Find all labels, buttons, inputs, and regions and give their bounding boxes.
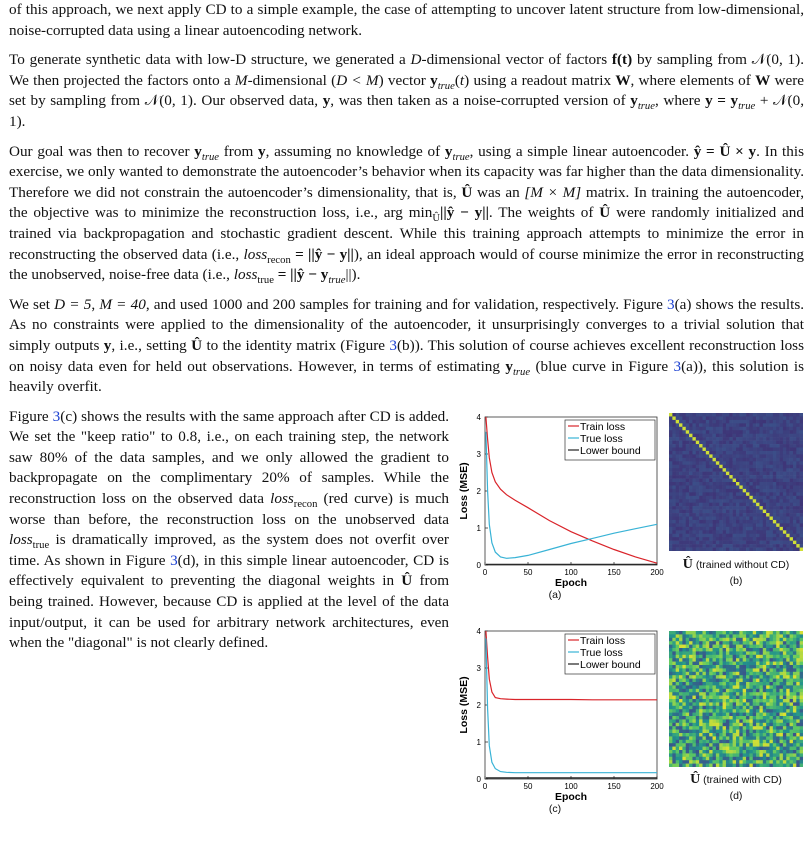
figure-d-caption: Û (trained with CD): [690, 771, 782, 787]
x-tick-label: 0: [482, 781, 488, 791]
lower-section: [9, 407, 804, 827]
x-axis-label: Epoch: [554, 790, 588, 803]
figure-ref-link[interactable]: 3: [52, 407, 61, 425]
legend-entry: Train loss: [580, 634, 626, 647]
x-tick-label: 100: [564, 567, 578, 577]
y-tick-label: 1: [476, 737, 481, 747]
figure-panel: [449, 407, 804, 827]
loss-plot-c: [455, 625, 665, 825]
y-tick-label: 2: [476, 486, 481, 496]
y-tick-label: 4: [476, 412, 481, 422]
figure-c-label: (c): [548, 802, 562, 815]
x-tick-label: 200: [650, 567, 664, 577]
legend-entry: True loss: [580, 646, 623, 659]
y-tick-label: 2: [476, 700, 481, 710]
figure-a-label: (a): [548, 588, 562, 601]
x-tick-label: 50: [523, 567, 533, 577]
y-tick-label: 1: [476, 523, 481, 533]
y-tick-label: 3: [476, 663, 481, 673]
x-tick-label: 100: [564, 781, 578, 791]
paper-page: [9, 0, 804, 827]
x-tick-label: 50: [523, 781, 533, 791]
legend-entry: Lower bound: [580, 444, 641, 457]
figure-ref-link[interactable]: 3: [667, 295, 675, 313]
x-tick-label: 200: [650, 781, 664, 791]
y-tick-label: 4: [476, 626, 481, 636]
figure-ref-link[interactable]: 3: [389, 336, 397, 354]
loss-plot-a: [455, 411, 665, 611]
y-tick-label: 0: [476, 560, 481, 570]
legend-entry: Lower bound: [580, 658, 641, 671]
x-tick-label: 150: [607, 781, 621, 791]
x-axis-label: Epoch: [554, 576, 588, 589]
weight-heatmap-without-cd: [669, 413, 803, 551]
left-column: [9, 407, 449, 827]
legend-entry: Train loss: [580, 420, 626, 433]
y-tick-label: 3: [476, 449, 481, 459]
x-tick-label: 150: [607, 567, 621, 577]
figure-b-caption: Û (trained without CD): [682, 556, 790, 572]
figure-d-label: (d): [729, 789, 743, 802]
x-tick-label: 0: [482, 567, 488, 577]
paragraph-synthetic-data: To generate synthetic data with low-D structure, we generated a D-dimensional vector of factors f(t) by sampling from 𝒩(0, 1). We then projected the factors onto a M-dimensional (D < M) vector $y_{true}(t)$ using a readout matrix W, where elements of W were set by sampling from 𝒩(0, 1). Our observed data, y, was then taken as a noise-corrupted version of $y_{true}$, where $y = y_{true}$ + 𝒩(0, 1).: [9, 51, 805, 130]
figure-ref-link[interactable]: 3: [170, 551, 178, 569]
paragraph-cd-results: Figure 3(c) shows the results with the same approach after CD is added. We set the "keep ratio" to 0.8, i.e., on each training step, the network saw 80% of the data samples, and we only allowed the gradient to backpropagate on the complimentary 20% of samples. While the reconstruction loss on the observed data loss$_{recon}$ (red curve) is much worse than before, the reconstruction loss on the unobserved data loss$_{true}$ is dramatically improved, as the system does not overfit over time. As shown in Figure 3(d), in this simple linear autoencoder, CD is effectively equivalent to preventing the diagonal weights in Û from being trained. However, because CD is applied at the level of the data input/output, it can be used for arbitrary network architectures, even when the "diagonal" is not clearly defined.: [9, 407, 450, 652]
figure-ref-link[interactable]: 3: [673, 357, 682, 375]
figure-b-label: (b): [729, 574, 743, 587]
y-axis-label: Loss (MSE): [458, 676, 470, 734]
weight-heatmap-with-cd: [669, 631, 803, 767]
y-axis-label: Loss (MSE): [458, 462, 470, 520]
paragraph-intro-continued: of this approach, we next apply CD to a simple example, the case of attempting to uncover latent structure from low-dimensional, noise-corrupted data using a linear autoencoding network.: [9, 1, 804, 39]
paragraph-settings: We set D = 5, M = 40, and used 1000 and 200 samples for training and for validation, respectively. Figure 3(a) shows the results. As no constraints were applied to the dimensionality of the autoencoder, it unsurprisingly converges to a trivial solution that simply outputs y, i.e., setting Û to the identity matrix (Figure 3(b)). This solution of course achieves excellent reconstruction loss on noisy data even for held out observations. However, in terms of estimating $y_{true}$ (blue curve in Figure 3(a)), this solution is heavily overfit.: [9, 295, 805, 396]
y-tick-label: 0: [476, 774, 481, 784]
legend-entry: True loss: [580, 432, 623, 445]
paragraph-goal: Our goal was then to recover $y_{true}$ from y, assuming no knowledge of $y_{true}$, using a simple linear autoencoder. ŷ = Û × y. In this exercise, we only wanted to demonstrate the autoencoder’s behavior when its capacity was far higher than the data dimensionality. Therefore we did not constrain the autoencoder’s dimensionality, that is, Û was an [M × M] matrix. In training the autoencoder, the objective was to minimize the reconstruction loss, i.e., arg $\min_Û||ŷ - y||$. The weights of Û were randomly initialized and trained via backpropagation and stochastic gradient descent. While this training approach attempts to minimize the error in reconstructing the observed data (i.e., loss$_{recon}$ = ||ŷ − y||), an ideal approach would of course minimize the error in reconstructing the unobserved, noise-free data (i.e., loss$_{true}$ = ||ŷ − $y_{true}||$).: [9, 142, 804, 287]
